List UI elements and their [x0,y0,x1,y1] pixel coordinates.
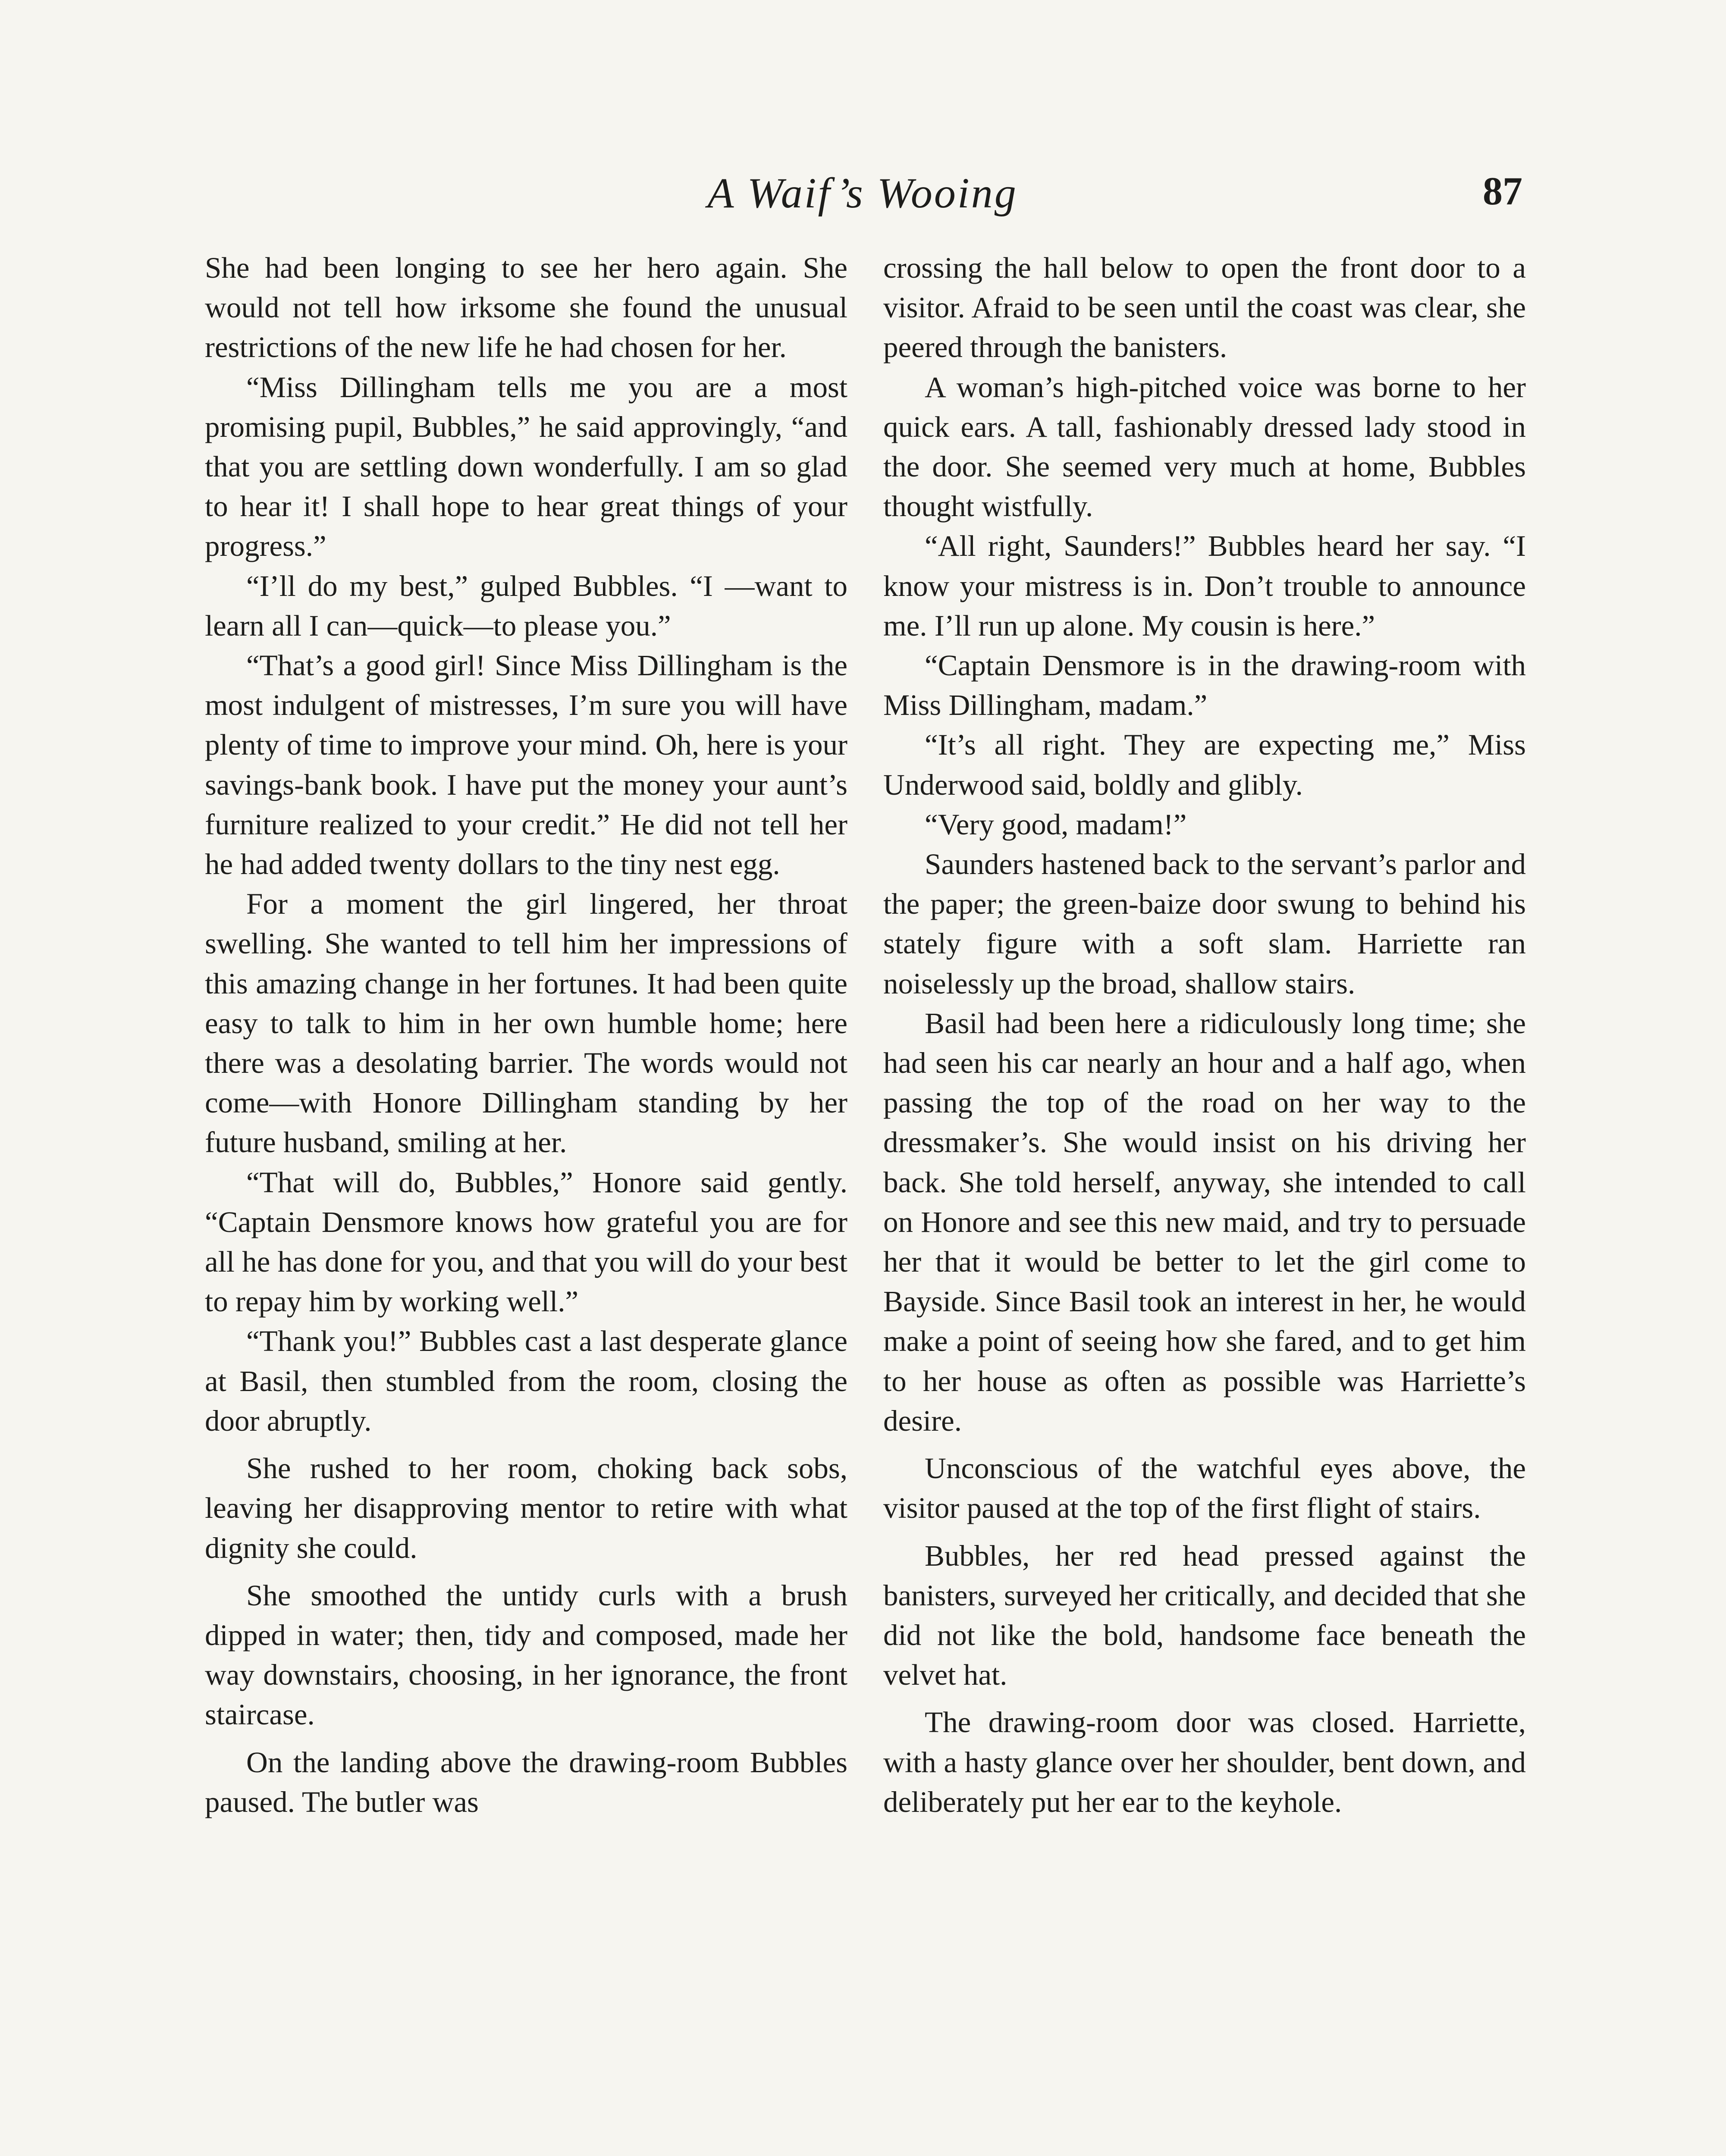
paragraph: A woman’s high-pitched voice was borne to her quick ears. A tall, fashionably dressed lady stood in the door. She seemed very much at home, Bubbles thought wistfully. [883,370,1526,523]
paragraph: “That will do, Bubbles,” Honore said gently. “Captain Densmore knows how grateful you are for all he has done for you, and that you will do your best to repay him by working well.” [205,1166,847,1318]
paragraph: “Thank you!” Bubbles cast a last desperate glance at Basil, then stumbled from the room, closing the door abruptly. [205,1325,847,1437]
paragraph: “All right, Saunders!” Bubbles heard her say. “I know your mistress is in. Don’t trouble to announce me. I’ll run up alone. My cousin is here.” [883,530,1526,642]
paragraph: Basil had been here a ridiculously long time; she had seen his car nearly an hour and a half ago, when passing the top of the road on her way to the dressmaker’s. She would insist on his driving her back. She told herself, anyway, she intended to call on Honore and see this new maid, and try to persuade her that it would be better to let the girl come to Bayside. Since Basil took an interest in her, he would make a point of seeing how she fared, and to get him to her house as often as possible was Harriette’s desire. [883,1006,1526,1437]
paragraph: The drawing-room door was closed. Harriette, with a hasty glance over her shoulder, bent down, and deliberately put her ear to the keyhole. [883,1706,1526,1818]
paragraph: Unconscious of the watchful eyes above, the visitor paused at the top of the first flight of stairs. [883,1452,1526,1525]
paragraph: For a moment the girl lingered, her throat swelling. She wanted to tell him her impressions of this amazing change in her fortunes. It had been quite easy to talk to him in her own humble home; here there was a desolating barrier. The words would not come—with Honore Dillingham standing by her future husband, smiling at her. [205,887,847,1159]
paragraph: Saunders hastened back to the servant’s parlor and the paper; the green-baize door swung to behind his stately figure with a soft slam. Harriette ran noiselessly up the broad, shallow stairs. [883,848,1526,1000]
paragraph: “Captain Densmore is in the drawing-room with Miss Dillingham, madam.” [883,649,1526,722]
running-title: A Waif’s Wooing [707,169,1018,217]
paragraph: On the landing above the drawing-room Bubbles paused. The butler was [205,1745,847,1818]
page-header [203,168,1522,229]
paragraph: “That’s a good girl! Since Miss Dillingham is the most indulgent of mistresses, I’m sure you will have plenty of time to improve your mind. Oh, here is your savings-bank book. I have put the money your aunt’s furniture realized to your credit.” He did not tell her he had added twenty dollars to the tiny nest egg. [205,649,847,881]
paragraph: “It’s all right. They are expecting me,” Miss Underwood said, boldly and glibly. [883,728,1526,801]
right-column [883,248,1526,1822]
paragraph: “Very good, madam!” [925,808,1187,841]
left-column [205,248,847,1822]
paragraph: “I’ll do my best,” gulped Bubbles. “I —want to learn all I can—quick—to please you.” [205,569,847,642]
paragraph: “Miss Dillingham tells me you are a most promising pupil, Bubbles,” he said approvingly, “and that you are settling down wonderfully. I am so glad to hear it! I shall hope to hear great things of your progress.” [205,370,847,563]
page-number: 87 [1483,169,1522,213]
paragraph: She rushed to her room, choking back sobs, leaving her disapproving mentor to retire with what dignity she could. [205,1452,847,1564]
paragraph: crossing the hall below to open the front door to a visitor. Afraid to be seen until the coast was clear, she peered through the banisters. [883,251,1526,364]
paragraph: Bubbles, her red head pressed against the banisters, surveyed her critically, and decided that she did not like the bold, handsome face beneath the velvet hat. [883,1539,1526,1692]
paragraph: She smoothed the untidy curls with a brush dipped in water; then, tidy and composed, made her way downstairs, choosing, in her ignorance, the front staircase. [205,1579,847,1731]
paragraph: She had been longing to see her hero again. She would not tell how irksome she found the unusual restrictions of the new life he had chosen for her. [205,251,847,364]
